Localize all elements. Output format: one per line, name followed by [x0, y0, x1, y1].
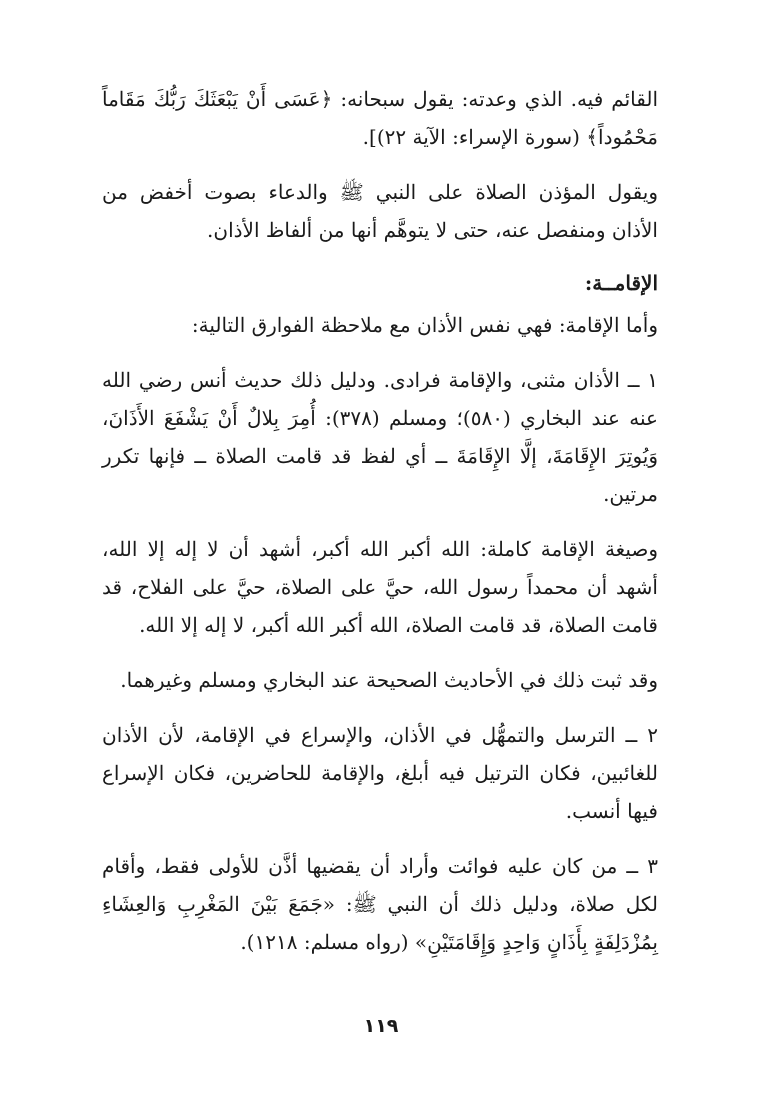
page-number: ١١٩	[363, 1015, 399, 1037]
section-heading-iqama: الإقامــة:	[584, 271, 658, 295]
paragraph-salat-on-prophet: ويقول المؤذن الصلاة على النبي ﷺ والدعاء بصوت أخفض من الأذان ومنفصل عنه، حتى لا يتوهَّم أنها من ألفاظ الأذان.	[102, 180, 658, 242]
paragraph-point-1: ١ ــ الأذان مثنى، والإقامة فرادى. ودليل ذلك حديث أنس رضي الله عنه عند البخاري (٥٨٠)؛ ومسلم (٣٧٨): أُمِرَ بِلالٌ أَنْ يَشْفَعَ الأَذَانَ، وَيُوتِرَ الإِقَامَةَ، إلَّا الإِقَامَةَ ــ أي لفظ قد قامت الصلاة ــ فإنها تكرر مرتين.	[102, 368, 658, 506]
paragraph-hadith-proof: وقد ثبت ذلك في الأحاديث الصحيحة عند البخاري ومسلم وغيرهما.	[120, 668, 658, 692]
paragraph-quran-verse: القائم فيه. الذي وعدته: يقول سبحانه: ﴿عَسَى أَنْ يَبْعَثَكَ رَبُّكَ مَقَاماً مَحْمُوداً﴾ (سورة الإسراء: الآية ٢٢)].	[102, 87, 658, 149]
paragraph-point-3: ٣ ــ من كان عليه فوائت وأراد أن يقضيها أذَّن للأولى فقط، وأقام لكل صلاة، ودليل ذلك أن النبي ﷺ: «جَمَعَ بَيْنَ المَغْرِبِ وَالعِشَاءِ بِمُزْدَلِفَةٍ بِأَذَانٍ وَاحِدٍ وَإِقَامَتَيْنِ» (رواه مسلم: ١٢١٨).	[102, 854, 658, 954]
paragraph-point-2: ٢ ــ الترسل والتمهُّل في الأذان، والإسراع في الإقامة، لأن الأذان للغائبين، فكان الترتيل فيه أبلغ، والإقامة للحاضرين، فكان الإسراع فيها أنسب.	[102, 723, 658, 823]
page-body	[102, 80, 658, 978]
paragraph-iqama-intro: وأما الإقامة: فهي نفس الأذان مع ملاحظة الفوارق التالية:	[191, 313, 658, 337]
paragraph-iqama-formula: وصيغة الإقامة كاملة: الله أكبر الله أكبر، أشهد أن لا إله إلا الله، أشهد أن محمداً رسول الله، حيَّ على الصلاة، حيَّ على الفلاح، قد قامت الصلاة، قد قامت الصلاة، الله أكبر الله أكبر، لا إله إلا الله.	[102, 537, 658, 637]
